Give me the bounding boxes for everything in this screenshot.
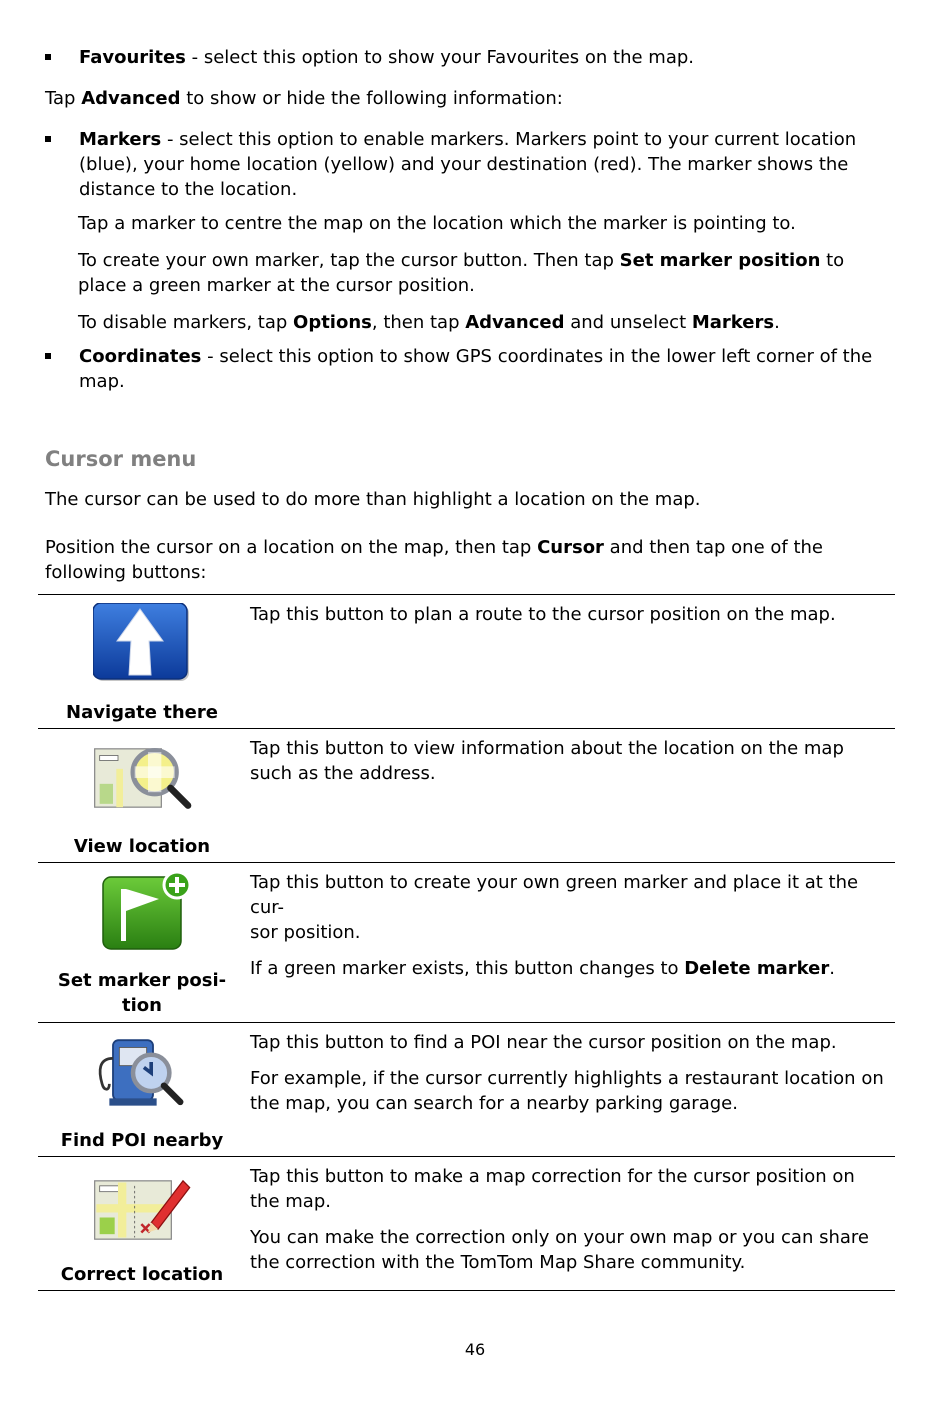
markers-text: - select this option to enable markers. Markers point to your current location (blue), your home location (yellow) and your destination (red). The marker shows the distance to the location.	[79, 129, 857, 200]
favourites-text: - select this option to show your Favourites on the map.	[185, 47, 695, 68]
advanced-term-2: Advanced	[465, 312, 565, 333]
view-location-description	[250, 736, 890, 797]
map-magnifier-icon[interactable]	[93, 737, 193, 819]
markers-create-post: to place a green marker at the cursor position.	[78, 250, 845, 296]
description-text-2: For example, if the cursor currently highlights a restaurant location on the map, you can search for a nearby parking garage.	[250, 1068, 884, 1114]
label-line-2: tion	[122, 995, 162, 1016]
markers-create-text	[78, 248, 898, 298]
view-location-label[interactable]: View location	[73, 836, 211, 857]
disable-mid2: and unselect	[564, 312, 692, 333]
green-flag-plus-icon[interactable]	[93, 871, 193, 953]
cursor-buttons-table	[38, 594, 895, 1291]
advanced-intro	[45, 86, 905, 111]
description-line-1: Tap this button to create your own green marker and place it at the cur-	[250, 872, 859, 918]
markers-item	[45, 127, 905, 202]
options-term: Options	[293, 312, 372, 333]
label-line-1: Set marker posi-	[57, 970, 227, 991]
table-row	[38, 862, 895, 1022]
markers-disable-text	[78, 310, 898, 335]
navigate-there-description	[250, 602, 890, 638]
desc-post: .	[829, 958, 835, 979]
advanced-term: Advanced	[81, 88, 181, 109]
position-post: and then tap one of the following buttons:	[45, 537, 823, 583]
description-line-2: sor position.	[250, 922, 361, 943]
markers-term-2: Markers	[691, 312, 775, 333]
coordinates-item	[45, 344, 905, 394]
set-marker-position-term: Set marker position	[619, 250, 821, 271]
section-heading: Cursor menu	[45, 447, 197, 471]
favourites-term: Favourites	[79, 47, 186, 68]
markers-tap-text: Tap a marker to centre the map on the location which the marker is pointing to.	[78, 213, 796, 234]
coordinates-text: - select this option to show GPS coordinates in the lower left corner of the map.	[79, 346, 873, 392]
navigate-there-label[interactable]: Navigate there	[66, 702, 218, 723]
description-text: Tap this button to plan a route to the cursor position on the map.	[250, 604, 836, 625]
set-marker-position-label[interactable]	[38, 968, 246, 1018]
bullet-square	[45, 136, 51, 142]
desc-pre: If a green marker exists, this button changes to	[250, 958, 685, 979]
description-text-2	[250, 956, 890, 981]
map-pencil-icon[interactable]	[93, 1169, 193, 1251]
description-text: Tap this button to find a POI near the cursor position on the map.	[250, 1032, 837, 1053]
coordinates-term: Coordinates	[79, 346, 202, 367]
position-pre: Position the cursor on a location on the map, then tap	[45, 537, 538, 558]
table-row	[38, 594, 895, 728]
find-poi-nearby-description	[250, 1030, 890, 1127]
description-text-2: You can make the correction only on your own map or you can share the correction with the TomTom Map Share community.	[250, 1227, 869, 1273]
favourites-item	[45, 45, 905, 70]
disable-pre: To disable markers, tap	[78, 312, 294, 333]
markers-term: Markers	[79, 129, 162, 150]
table-row	[38, 1022, 895, 1156]
delete-marker-term: Delete marker	[684, 958, 830, 979]
bullet-square	[45, 54, 51, 60]
navigate-arrow-icon[interactable]	[93, 603, 193, 685]
correct-location-label[interactable]: Correct location	[60, 1264, 224, 1285]
description-text: Tap this button to view information about the location on the map such as the address.	[250, 738, 844, 784]
disable-mid: , then tap	[371, 312, 466, 333]
disable-post: .	[774, 312, 780, 333]
markers-create-pre: To create your own marker, tap the cursor button. Then tap	[78, 250, 620, 271]
cursor-term: Cursor	[537, 537, 604, 558]
description-text	[250, 870, 890, 945]
fuel-pump-magnifier-icon[interactable]	[93, 1031, 193, 1113]
page-number: 46	[464, 1340, 486, 1359]
correct-location-description	[250, 1164, 890, 1286]
bullet-square	[45, 353, 51, 359]
description-text: Tap this button to make a map correction for the cursor position on the map.	[250, 1166, 855, 1212]
position-text	[45, 535, 905, 585]
advanced-intro-post: to show or hide the following information:	[180, 88, 563, 109]
advanced-intro-pre: Tap	[45, 88, 82, 109]
find-poi-nearby-label[interactable]: Find POI nearby	[60, 1130, 224, 1151]
cursor-intro: The cursor can be used to do more than highlight a location on the map.	[45, 489, 701, 510]
table-row	[38, 1156, 895, 1291]
set-marker-position-description	[250, 870, 890, 992]
table-row	[38, 728, 895, 862]
